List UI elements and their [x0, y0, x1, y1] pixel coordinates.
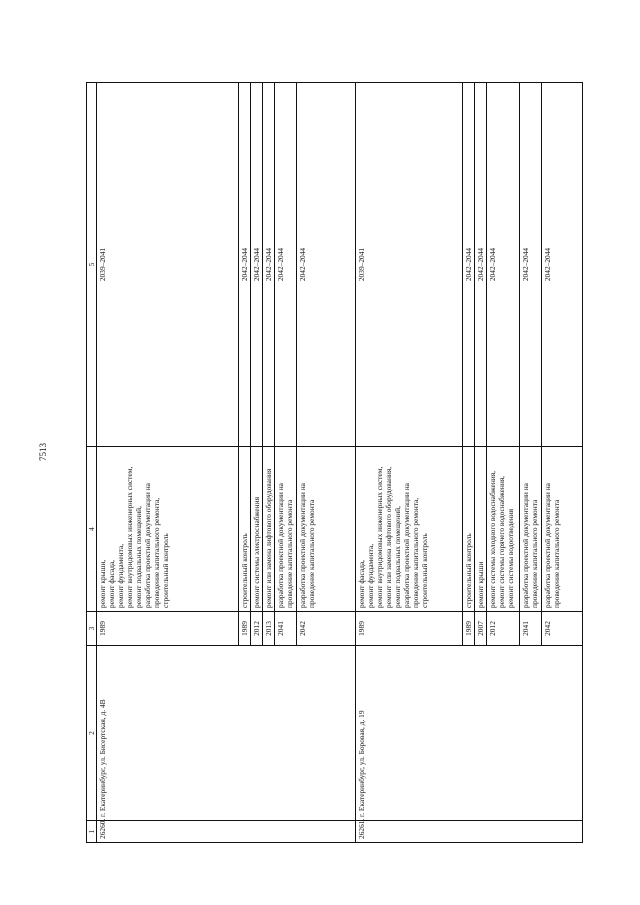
work-line: разработка проектной документации на	[402, 483, 412, 608]
work-line: проведение капитального ремонта	[285, 499, 295, 608]
work-cell	[542, 447, 583, 612]
entry-address: г. Екатеринбург, ул. Боровая, д. 19	[356, 646, 583, 821]
period-cell: 2042–2044	[263, 83, 275, 447]
year-cell: 2007	[475, 612, 487, 646]
header-row	[87, 83, 97, 843]
header-cell-4: 4	[87, 447, 97, 612]
work-line: разработка проектной документации на	[521, 483, 531, 608]
work-line: проведение капитального ремонта	[307, 499, 317, 608]
header-cell-3: 3	[87, 612, 97, 646]
work-line: проведение капитального ремонта,	[411, 497, 421, 608]
entry-address: г. Екатеринбург, ул. Бисертская, д. 4В	[97, 646, 356, 821]
year-cell: 2012	[251, 612, 263, 646]
year-cell: 1989	[356, 612, 463, 646]
work-cell	[239, 447, 251, 612]
period-cell: 2042–2044	[239, 83, 251, 447]
year-cell: 2012	[487, 612, 520, 646]
period-cell: 2042–2044	[520, 83, 542, 447]
work-cell	[520, 447, 542, 612]
work-line: проведение капитального ремонта	[552, 499, 562, 608]
work-line: разработка проектной документации на	[143, 483, 153, 608]
year-cell: 1989	[463, 612, 475, 646]
work-cell	[97, 447, 239, 612]
year-cell: 2013	[263, 612, 275, 646]
year-cell: 2042	[297, 612, 356, 646]
year-cell: 1989	[239, 612, 251, 646]
period-cell: 2042–2044	[542, 83, 583, 447]
work-line: ремонт системы электроснабжения	[252, 497, 262, 608]
period-cell: 2039–2041	[97, 83, 239, 447]
work-line: ремонт внутридомовых инженерных систем,	[125, 466, 135, 608]
work-cell	[263, 447, 275, 612]
work-cell	[463, 447, 475, 612]
header-cell-2: 2	[87, 646, 97, 821]
period-cell: 2039–2041	[356, 83, 463, 447]
work-cell	[297, 447, 356, 612]
work-line: строительный контроль	[464, 533, 474, 608]
work-line: ремонт системы горячего водоснабжения,	[497, 475, 507, 608]
header-cell-1: 1	[87, 821, 97, 843]
period-cell: 2042–2044	[463, 83, 475, 447]
work-line: ремонт подвальных помещений,	[393, 506, 403, 608]
work-line: ремонт или замена лифтового оборудования	[264, 468, 274, 608]
table-row	[356, 83, 463, 843]
year-cell: 1989	[97, 612, 239, 646]
work-line: ремонт фасада,	[357, 560, 367, 608]
work-line: ремонт фундамента,	[366, 543, 376, 608]
work-line: строительный контроль	[161, 533, 171, 608]
work-line: ремонт внутридомовых инженерных систем,	[375, 466, 385, 608]
header-cell-5: 5	[87, 83, 97, 447]
year-cell: 2042	[542, 612, 583, 646]
rotated-table-container	[86, 83, 562, 843]
work-line: ремонт системы водоотведения	[506, 508, 516, 608]
work-line: ремонт системы холодного водоснабжения,	[488, 471, 498, 608]
year-cell: 2041	[275, 612, 297, 646]
work-cell	[251, 447, 263, 612]
period-cell: 2042–2044	[297, 83, 356, 447]
period-cell: 2042–2044	[475, 83, 487, 447]
work-line: строительный контроль	[240, 533, 250, 608]
entry-number: 26261.	[356, 821, 583, 843]
work-line: ремонт фасада,	[107, 560, 117, 608]
period-cell: 2042–2044	[275, 83, 297, 447]
table-body	[87, 83, 583, 843]
work-line: строительный контроль	[420, 533, 430, 608]
work-cell	[475, 447, 487, 612]
work-line: ремонт крыши,	[98, 559, 108, 608]
period-cell: 2042–2044	[487, 83, 520, 447]
work-line: ремонт фундамента,	[116, 543, 126, 608]
work-line: ремонт или замена лифтового оборудования,	[384, 466, 394, 608]
work-line: разработка проектной документации на	[298, 483, 308, 608]
work-line: ремонт крыши	[476, 561, 486, 608]
work-line: проведение капитального ремонта	[530, 499, 540, 608]
repair-schedule-table	[86, 82, 583, 843]
work-cell	[356, 447, 463, 612]
page-number: 7513	[38, 443, 48, 461]
work-line: разработка проектной документации на	[543, 483, 553, 608]
year-cell: 2041	[520, 612, 542, 646]
table-row	[97, 83, 239, 843]
work-line: проведение капитального ремонта,	[152, 497, 162, 608]
period-cell: 2042–2044	[251, 83, 263, 447]
work-cell	[487, 447, 520, 612]
work-cell	[275, 447, 297, 612]
work-line: ремонт подвальных помещений,	[134, 506, 144, 608]
entry-number: 26260.	[97, 821, 356, 843]
work-line: разработка проектной документации на	[276, 483, 286, 608]
